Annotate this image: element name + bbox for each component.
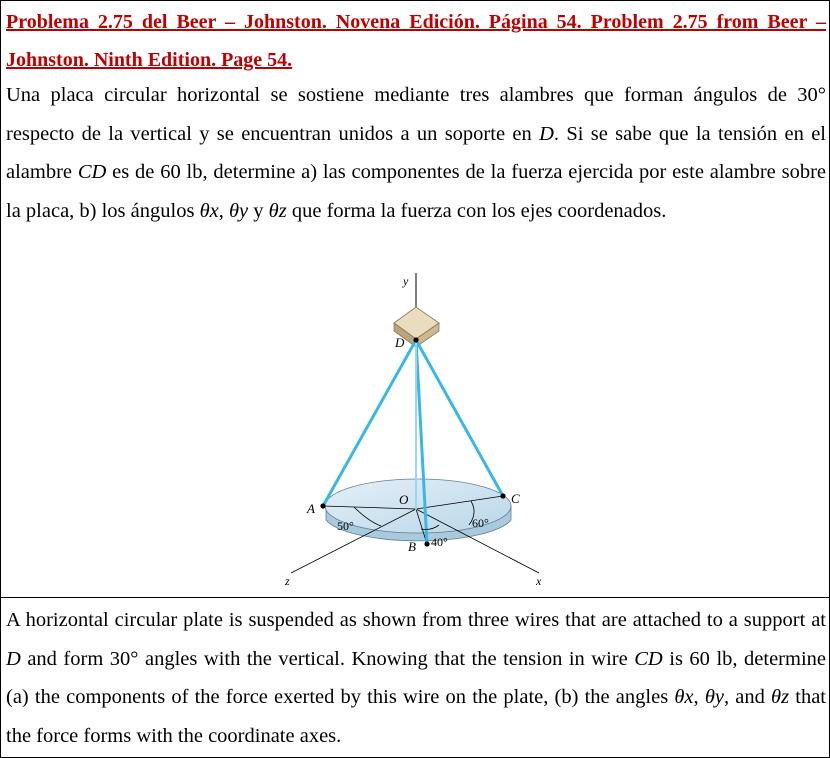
english-text-4: , and [723,686,772,709]
point-d [413,337,418,342]
english-text-3: is 60 lb, determine (a) the components of the force exerted by this wire on the plate, (b) the angles [6,647,826,709]
label-a: A [307,501,315,516]
spanish-text-4: y [248,199,269,222]
spanish-statement: Una placa circular horizontal se sostiene mediante tres alambres que forman ángulos de 30° respecto de la vertical y se encuentran unidos a un soporte en D. Si se sabe que la tensión en el alambre CD es de 60 lb, determine a) las componentes de la fuerza ejercida por este alambre sobre la placa, b) los ángulos θx, θy y θz que forma la fuerza con los ejes coordenados. [6,84,826,222]
label-c: C [511,491,520,506]
spanish-cell [1,1,829,598]
english-text-2: and form 30° angles with the vertical. Knowing that the tension in wire [20,647,635,670]
label-b: B [408,539,416,554]
plate-figure [271,263,571,593]
spanish-text-2: . Si se sabe que la tensión en el alambre [6,122,826,184]
theta-y-label: θy [228,199,249,222]
theta-x-label: θx [199,199,219,222]
spanish-text-5: que forma la fuerza con los ejes coordenados. [286,199,667,222]
point-a [320,503,325,508]
spanish-text-1: Una placa circular horizontal se sostiene mediante tres alambres que forman ángulos de 30° respecto de la vertical y se encuentran unidos a un soporte en [6,84,826,145]
x-axis-label: x [536,574,542,588]
english-statement: A horizontal circular plate is suspended as shown from three wires that are attached to a support at D and form 30° angles with the vertical. Knowing that the tension in wire CD is 60 lb, determine (a) the components of the force exerted by this wire on the plate, (b) the angles θx, θy, and θz that the force forms with the coordinate axes. [6,609,826,747]
theta-z-label: θz [268,199,287,222]
label-angle-50: 50° [337,519,354,533]
theta-z-label-en: θz [771,686,790,709]
english-cell [1,599,829,757]
english-text-1: A horizontal circular plate is suspended as shown from three wires that are attached to a support at [6,609,826,631]
point-c [500,493,505,498]
label-angle-40: 40° [431,535,448,549]
z-axis-label: z [285,574,290,588]
point-d-label-en: D [6,647,21,670]
theta-x-label-en: θx [674,686,694,709]
wire-cd-label: CD [77,161,107,184]
theta-y-label-en: θy [704,686,724,709]
label-d: D [395,335,405,350]
y-axis-label: y [403,274,409,288]
point-d-label: D [539,122,554,145]
wire-cd-label-en: CD [634,647,663,670]
label-angle-60: 60° [472,516,489,530]
problem-title: Problema 2.75 del Beer – Johnston. Novena Edición. Página 54. Problem 2.75 from Beer – Johnston. Ninth Edition. Page 54. [6,11,826,71]
english-text-5: that the force forms with the coordinate axes. [6,686,826,747]
spanish-text-3: es de 60 lb, determine a) las componentes de la fuerza ejercida por este alambre sobre la placa, b) los ángulos [6,161,826,222]
label-o: O [399,492,409,507]
wire-dc [416,340,503,496]
point-b [424,541,429,546]
